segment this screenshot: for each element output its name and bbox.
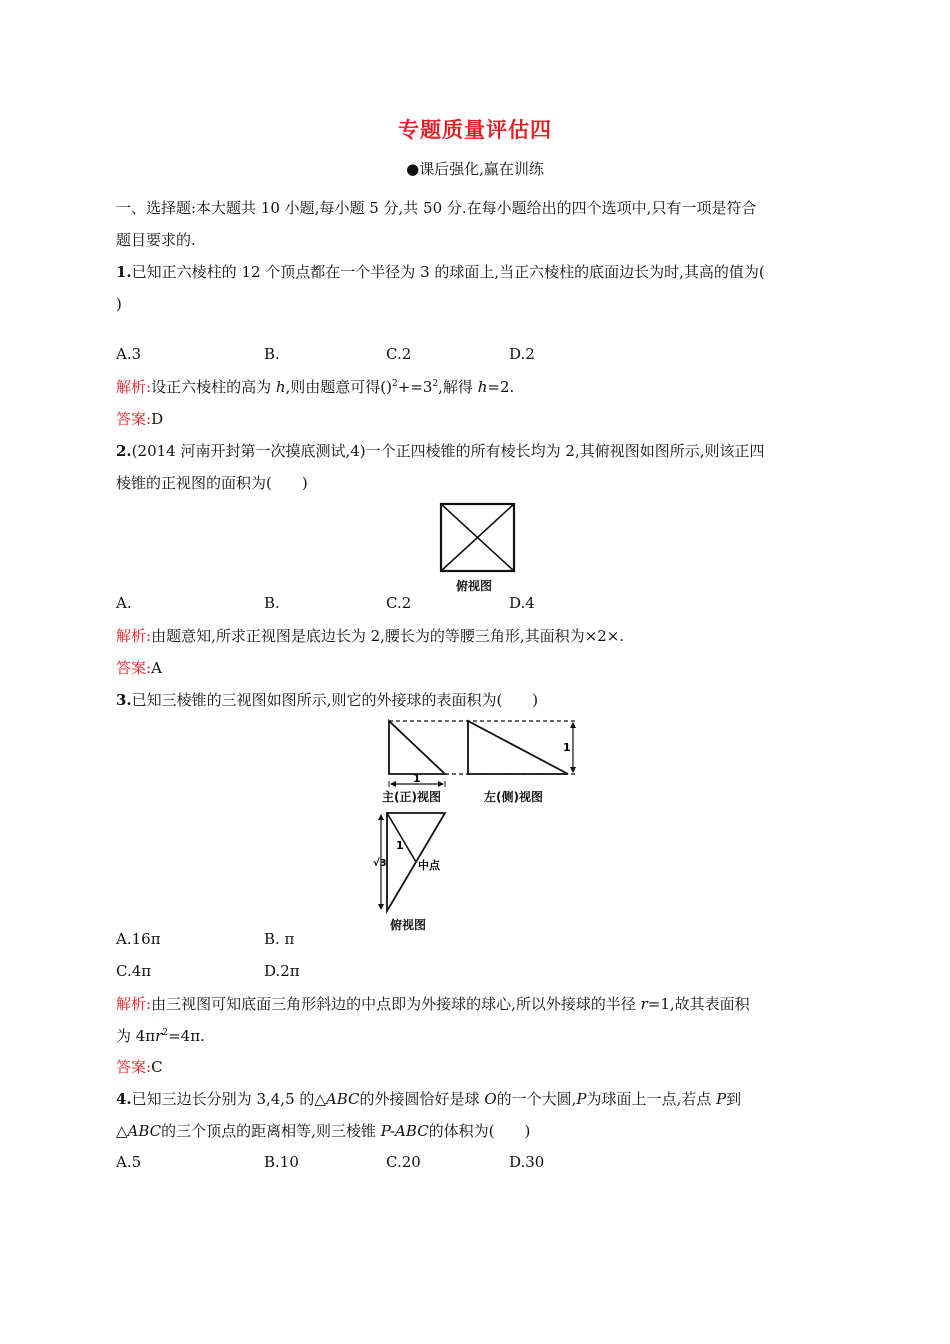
q3-option-d: D.2π [264, 962, 300, 980]
q3-top-label-1: 1 [396, 839, 404, 852]
q2-figure-caption: 俯视图 [456, 579, 493, 593]
q3-front-view [389, 721, 445, 774]
q3-option-c: C.4π [116, 962, 152, 980]
q3-top-caption: 俯视图 [390, 918, 427, 932]
q3-stem: 3.已知三棱锥的三视图如图所示,则它的外接球的表面积为( ) [116, 691, 539, 709]
q3-top-label-sqrt3: √3 [373, 858, 387, 869]
q3-front-caption: 主(正)视图 [382, 790, 441, 804]
q1-option-a: A.3 [116, 345, 142, 363]
section-instruction-line1: 一、选择题:本大题共 10 小题,每小题 5 分,共 50 分.在每小题给出的四个选项中,只有一项是符合 [116, 199, 757, 217]
q1-analysis: 解析:设正六棱柱的高为 h,则由题意可得$()^2+=3^2$,解得 h=2. [116, 378, 515, 396]
q3-top-label-midpoint: 中点 [418, 859, 440, 872]
q2-option-b: B. [264, 594, 280, 612]
page-subtitle: ●课后强化,赢在训练 [406, 160, 544, 178]
q1-option-b: B. [264, 345, 280, 363]
q2-analysis: 解析:由题意知,所求正视图是底边长为 2,腰长为的等腰三角形,其面积为×2×. [116, 627, 625, 645]
q1-option-c: C.2 [386, 345, 412, 363]
q3-answer: 答案:C [116, 1058, 163, 1076]
q4-option-c: C.20 [386, 1153, 421, 1171]
q3-analysis-line2: 为 $4\pi r^2=4\pi$. [116, 1027, 205, 1045]
q4-number: 4. [116, 1090, 132, 1108]
q4-stem-line2: △ABC的三个顶点的距离相等,则三棱锥 P-ABC的体积为( ) [116, 1122, 531, 1140]
q2-option-a: A. [116, 594, 132, 612]
q3-side-view [468, 721, 568, 774]
q3-number: 3. [116, 691, 132, 709]
q2-option-d: D.4 [509, 594, 535, 612]
q1-option-d: D.2 [509, 345, 535, 363]
q2-stem-line1: 2.(2014 河南开封第一次摸底测试,4)一个正四棱锥的所有棱长均为 2,其俯视图如图所示,则该正四 [116, 442, 765, 460]
q2-stem-line2: 棱锥的正视图的面积为( ) [116, 474, 308, 492]
q1-stem-line2: ) [116, 295, 122, 313]
q1-number: 1. [116, 263, 132, 281]
q4-option-d: D.30 [509, 1153, 545, 1171]
q4-option-b: B.10 [264, 1153, 299, 1171]
q1-stem-line1: 1.已知正六棱柱的 12 个顶点都在一个半径为 3 的球面上,当正六棱柱的底面边长为时,其高的值为( [116, 263, 765, 281]
q3-option-b: B. π [264, 930, 295, 948]
q2-option-c: C.2 [386, 594, 412, 612]
page-title: 专题质量评估四 [398, 118, 552, 142]
q2-answer: 答案:A [116, 659, 162, 677]
q3-front-label-1: 1 [413, 772, 421, 785]
q3-three-view-figure [372, 716, 582, 936]
q2-number: 2. [116, 442, 132, 460]
q2-top-view-figure [438, 501, 518, 575]
q1-answer: 答案:D [116, 410, 164, 428]
q4-stem-line1: 4.已知三边长分别为 3,4,5 的△ABC的外接圆恰好是球 O的一个大圆,P为球面上一点,若点 P到 [116, 1090, 742, 1108]
q3-side-caption: 左(侧)视图 [484, 790, 543, 804]
q4-option-a: A.5 [116, 1153, 142, 1171]
section-instruction-line2: 题目要求的. [116, 231, 196, 249]
q3-analysis-line1: 解析:由三视图可知底面三角形斜边的中点即为外接球的球心,所以外接球的半径 r=1,故其表面积 [116, 995, 750, 1013]
q3-side-label-1: 1 [563, 741, 571, 754]
q3-option-a: A.16π [116, 930, 161, 948]
